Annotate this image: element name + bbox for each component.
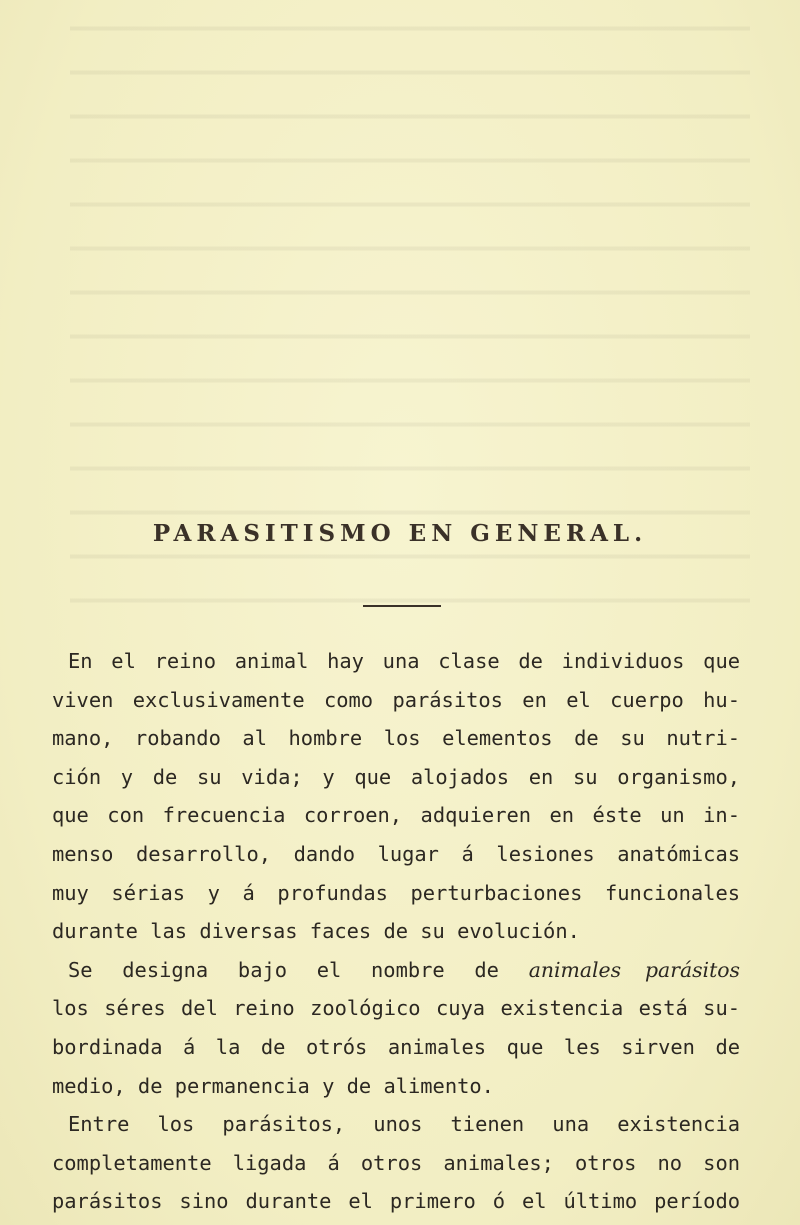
text-line: ción y de su vida; y que alojados en su organismo, [52,764,740,789]
text-line: que con frecuencia corroen, adquieren en éste un in- [52,803,740,828]
text-line: mano, robando al hombre los elementos de su nutri- [52,726,740,751]
italic-term: animales parásitos [528,957,741,982]
text-line [52,951,740,990]
body-text [52,642,740,1221]
text-line: los séres del reino zoológico cuya existencia está su- [52,996,740,1021]
text-line: En el reino animal hay una clase de individuos que [68,649,740,673]
text-line: menso desarrollo, dando lugar á lesiones anatómicas [52,841,740,866]
text-run: Se designa bajo el nombre de [68,957,499,982]
text-line: completamente ligada á otros animales; otros no son [52,1150,740,1175]
text-line: muy sérias y á profundas perturbaciones funcionales [52,880,740,905]
chapter-heading: PARASITISMO EN GENERAL. [152,520,648,547]
text-line: medio, de permanencia y de alimento. [52,1073,494,1098]
text-line: parásitos sino durante el primero ó el último período [52,1189,740,1214]
heading-rule [363,605,441,607]
text-line: Entre los parásitos, unos tienen una existencia [68,1112,740,1137]
text-line: viven exclusivamente como parásitos en el cuerpo hu- [52,687,740,712]
text-line: bordinada á la de otrós animales que les sirven de [52,1034,740,1059]
text-line: durante las diversas faces de su evolución. [52,919,580,944]
